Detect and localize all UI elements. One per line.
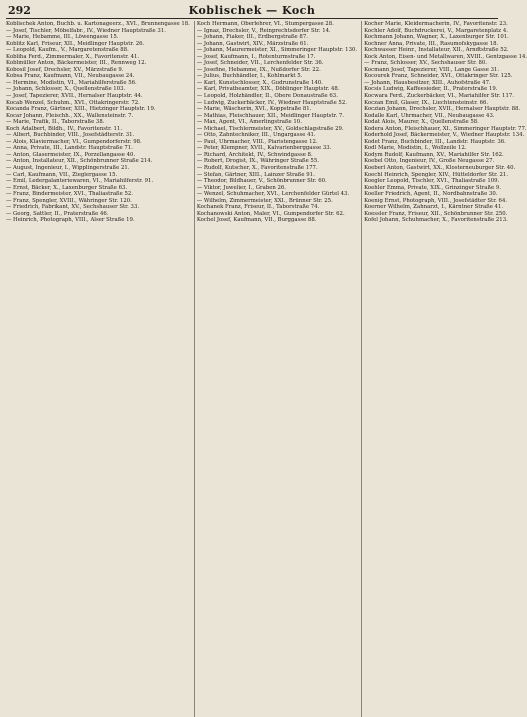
directory-entry: Koeberl Anton, Gastwirt, XX., Klosterneuburger Str. 40.	[364, 165, 516, 172]
directory-entry: — Josefine, Hebamme, IX., Nußdorfer Str. 22.	[196, 66, 321, 73]
directory-entry: — Marie, Trafik, II., Taborstraße 38.	[6, 119, 105, 126]
directory-entry: — Anna, Private, III., Landstr. Hauptstraße 71.	[6, 145, 133, 152]
directory-entry: Koegler Leopold, Tischler, XVI., Thaliastraße 109.	[364, 178, 500, 185]
directory-entry: Kodera Anton, Fleischhauer, XI., Simmeringer Hauptstr. 77.	[364, 125, 527, 132]
directory-entry: Kocher Marie, Kleidermacherin, IV., Favoritenstr. 23.	[364, 21, 508, 27]
page-header	[6, 4, 498, 19]
directory-entry: — Max, Agent, VI., Amerlingstraße 10.	[196, 119, 302, 126]
directory-entry: — Josef, Schneider, VII., Lerchenfelder Str. 36.	[196, 60, 324, 67]
directory-entry: Kocanda Franz, Gärtner, XIII., Hietzinger Hauptstr. 19.	[6, 106, 156, 113]
directory-entry: Kochler Adolf, Buchdruckerei, V., Margaretenplatz 4.	[364, 27, 508, 34]
directory-entry: — Julius, Buchhändler, I., Kohlmarkt 5.	[196, 73, 303, 80]
directory-entry: Kodym Rudolf, Kaufmann, XV., Mariahilfer Str. 162.	[364, 151, 504, 158]
directory-entry: — Leopold, Holzhändler, II., Obere Donaustraße 63.	[196, 93, 338, 100]
directory-entry: — Ernst, Bäcker, X., Laxenburger Straße 63.	[6, 184, 128, 191]
directory-entry: — Michael, Tischlermeister, XV., Goldschlagstraße 29.	[196, 125, 344, 132]
directory-entry: Kochner Anna, Private, III., Rasumofskygasse 18.	[364, 40, 499, 47]
directory-entry: — Wenzel, Schuhmacher, XVI., Lerchenfelder Gürtel 43.	[196, 191, 350, 198]
directory-entry: — Anton, Glasermeister, IX., Porzellangasse 40.	[6, 151, 136, 158]
directory-entry: — Friedrich, Fabrikant, XV., Sechshauser Str. 33.	[6, 204, 140, 211]
directory-entry: Koechl Heinrich, Spengler, XIV., Hütteldorfer Str. 21.	[364, 171, 509, 178]
directory-entry: Kodet Franz, Buchbinder, III., Landstr. Hauptstr. 36.	[364, 138, 506, 145]
directory-entry: — Ignaz, Drechsler, V., Reinprechtsdorfer Str. 14.	[196, 27, 331, 34]
directory-entry: Kofel Johann, Schuhmacher, X., Favoritenstraße 213.	[364, 217, 508, 224]
directory-entry: Kocar Johann, Fleischh., XX., Wallensteinstr. 7.	[6, 112, 134, 119]
directory-entry: — Paul, Uhrmacher, VIII., Piaristengasse 12.	[196, 138, 318, 145]
directory-entry: — Leopold, Kaufm., V., Margaretenstraße 88.	[6, 47, 129, 54]
directory-entry: Koblitz Karl, Friseur, XII., Meidlinger Hauptstr. 26.	[6, 40, 145, 47]
directory-columns	[6, 21, 527, 717]
directory-entry: Kochel Josef, Kaufmann, VII., Burggasse 88.	[196, 217, 317, 224]
directory-entry: — Hermine, Modistin, VI., Mariahilferstraße 56.	[6, 79, 137, 86]
directory-entry: — Mathias, Fleischhauer, XII., Meidlinger Hauptstr. 7.	[196, 112, 344, 119]
column-middle	[194, 21, 357, 717]
directory-entry: — Carl, Kaufmann, VII., Zieglergasse 15.	[6, 171, 118, 178]
directory-entry: Kock Anton, Eisen- und Metallwaren, XVIII., Gentzgasse 14.	[364, 53, 527, 60]
directory-entry: Kobliha Ferd., Zimmermaler, X., Favoritenstr. 41.	[6, 53, 140, 60]
directory-entry: — Josef, Tischler, Möbelfabr., IV., Wiedner Hauptstraße 31.	[6, 27, 166, 34]
directory-entry: Koeller Friedrich, Agent, II., Nordbahnstraße 30.	[364, 191, 498, 198]
running-head: Koblischek — Koch	[188, 4, 316, 17]
directory-entry: — Peter, Klempner, XVII., Kalvarienberggasse 33.	[196, 145, 332, 152]
directory-entry: — Karl, Privatbeamter, XIX., Döblinger Hauptstr. 48.	[196, 86, 340, 93]
directory-entry: Kodl Marie, Modistin, I., Wollzeile 12.	[364, 145, 467, 152]
directory-entry: — Georg, Sattler, II., Praterstraße 46.	[6, 210, 109, 217]
directory-entry: — Johann, Maurermeister, XI., Simmeringer Hauptstr. 130.	[196, 47, 358, 54]
directory-entry: Kochmann Johann, Wagner, X., Laxenburger Str. 101.	[364, 34, 509, 41]
directory-entry: Kocab Wenzel, Schuhm., XVI., Ottakringerstr. 72.	[6, 99, 140, 106]
directory-entry: — Marie, Hebamme, III., Löwengasse 15.	[6, 34, 119, 41]
directory-entry: Koch Adalbert, Bildh., IV., Favoritenstr. 11.	[6, 125, 123, 132]
column-left	[6, 21, 190, 717]
directory-entry: Koblmüller Anton, Bäckermeister, III., Rennweg 12.	[6, 60, 147, 67]
directory-entry: Koczian Johann, Drechsler, XVII., Hernalser Hauptstr. 88.	[364, 106, 521, 113]
directory-entry: — August, Ingenieur, I., Wipplingerstraße 21.	[6, 165, 130, 172]
directory-entry: — Stefan, Gärtner, XIII., Lainzer Straße 91.	[196, 171, 315, 178]
directory-entry: Koenig Ernst, Photograph, VIII., Josefstädter Str. 64.	[364, 197, 508, 204]
directory-entry: Koebel Otto, Ingenieur, IV., Große Neugasse 27.	[364, 158, 495, 165]
directory-entry: Koerner Wilhelm, Zahnarzt, I., Kärntner Straße 41.	[364, 204, 504, 211]
directory-entry: — Franz, Spengler, XVIII., Währinger Str. 120.	[6, 197, 132, 204]
directory-entry: — Karl, Kunstschlosser, X., Gudrunstraße 140.	[196, 79, 323, 86]
directory-entry: Kocwara Ferd., Zuckerbäcker, VI., Mariahilfer Str. 117.	[364, 93, 514, 100]
directory-entry: — Franz, Bindermeister, XVI., Thaliastraße 52.	[6, 191, 133, 198]
directory-entry: — Anton, Installateur, XII., Schönbrunner Straße 214.	[6, 158, 153, 165]
directory-entry: — Heinrich, Photograph, VIII., Alser Straße 19.	[6, 217, 135, 224]
directory-entry: Kochanowski Anton, Maler, VI., Gumpendorfer Str. 62.	[196, 210, 345, 217]
directory-entry: Koczan Emil, Glaser, IX., Liechtensteinstr. 66.	[364, 99, 489, 106]
directory-entry: Koderhold Josef, Bäckermeister, V., Wiedner Hauptstr. 134.	[364, 132, 525, 139]
directory-entry: — Johann, Schlosser, X., Quellenstraße 103.	[6, 86, 126, 93]
directory-entry: — Otto, Zahntechniker, III., Ungargasse 41.	[196, 132, 316, 139]
directory-entry: Kodat Alois, Maurer, X., Quellenstraße 58.	[364, 119, 479, 126]
directory-entry: — Emil, Ledergalanteriewaren, VI., Mariahilferstr. 91.	[6, 178, 154, 185]
directory-entry: — Alois, Klaviermacher, VI., Gumpendorferstr. 98.	[6, 138, 142, 145]
directory-entry: Kobsa Franz, Kaufmann, VII., Neubaugasse 24.	[6, 73, 135, 80]
directory-entry: — Wilhelm, Zimmermeister, XXI., Brünner Str. 25.	[196, 197, 333, 204]
directory-entry: — Robert, Drogist, IX., Währinger Straße 55.	[196, 158, 319, 165]
directory-entry: — Marie, Wäscherin, XVI., Koppstraße 81.	[196, 106, 312, 113]
directory-entry: Kocourek Franz, Schneider, XVI., Ottakringer Str. 125.	[364, 73, 513, 80]
directory-entry: — Theodor, Bildhauer, V., Schönbrunner Str. 60.	[196, 178, 327, 185]
directory-entry: — Richard, Architekt, IV., Schwindgasse 8.	[196, 151, 313, 158]
directory-entry: — Viktor, Juwelier, I., Graben 26.	[196, 184, 286, 191]
column-right	[361, 21, 527, 717]
directory-entry: — Josef, Kaufmann, I., Rotenturmstraße 17.	[196, 53, 316, 60]
directory-entry: Koblischek Anton, Buchb. u. Kartonageerz., XVI., Brunnengasse 18.	[6, 21, 190, 27]
directory-entry: Kochwasser Heinr., Installateur, XII., Arndtstraße 52.	[364, 47, 509, 54]
directory-entry: Koch Hermann, Oberlehrer, VI., Stumpergasse 28.	[196, 21, 334, 27]
directory-entry: Kobosil Josef, Drechsler, XV., Märzstraße 9.	[6, 66, 124, 73]
directory-entry: Koessler Franz, Friseur, XII., Schönbrunner Str. 250.	[364, 210, 508, 217]
directory-entry: — Albert, Buchbinder, VIII., Josefstädterstr. 31.	[6, 132, 135, 139]
directory-entry: Kocsis Ludwig, Kaffeesieder, II., Praterstraße 19.	[364, 86, 498, 93]
directory-entry: — Josef, Tapezierer, XVII., Hernalser Hauptstr. 44.	[6, 93, 143, 100]
directory-entry: Kodalle Karl, Uhrmacher, VII., Neubaugasse 43.	[364, 112, 495, 119]
directory-entry: — Ludwig, Zuckerbäcker, IV., Wiedner Hauptstraße 52.	[196, 99, 347, 106]
directory-entry: — Franz, Schlosser, XV., Sechshauser Str. 80.	[364, 60, 487, 67]
directory-entry: — Johann, Gastwirt, XIV., Märzstraße 61.	[196, 40, 309, 47]
directory-entry: — Johann, Hausbesitzer, XIII., Auhofstraße 47.	[364, 79, 491, 86]
directory-entry: — Rudolf, Kutscher, X., Favoritenstraße 177.	[196, 165, 318, 172]
directory-entry: Kocmann Josef, Tapezierer, VIII., Lange Gasse 31.	[364, 66, 500, 73]
directory-entry: Koehler Emma, Private, XIX., Grinzinger Straße 9.	[364, 184, 501, 191]
page-number: 292	[8, 4, 31, 17]
directory-entry: — Johann, Fiaker, III., Erdbergstraße 87.	[196, 34, 308, 41]
directory-entry: Kochanek Franz, Friseur, II., Taborstraße 74.	[196, 204, 320, 211]
